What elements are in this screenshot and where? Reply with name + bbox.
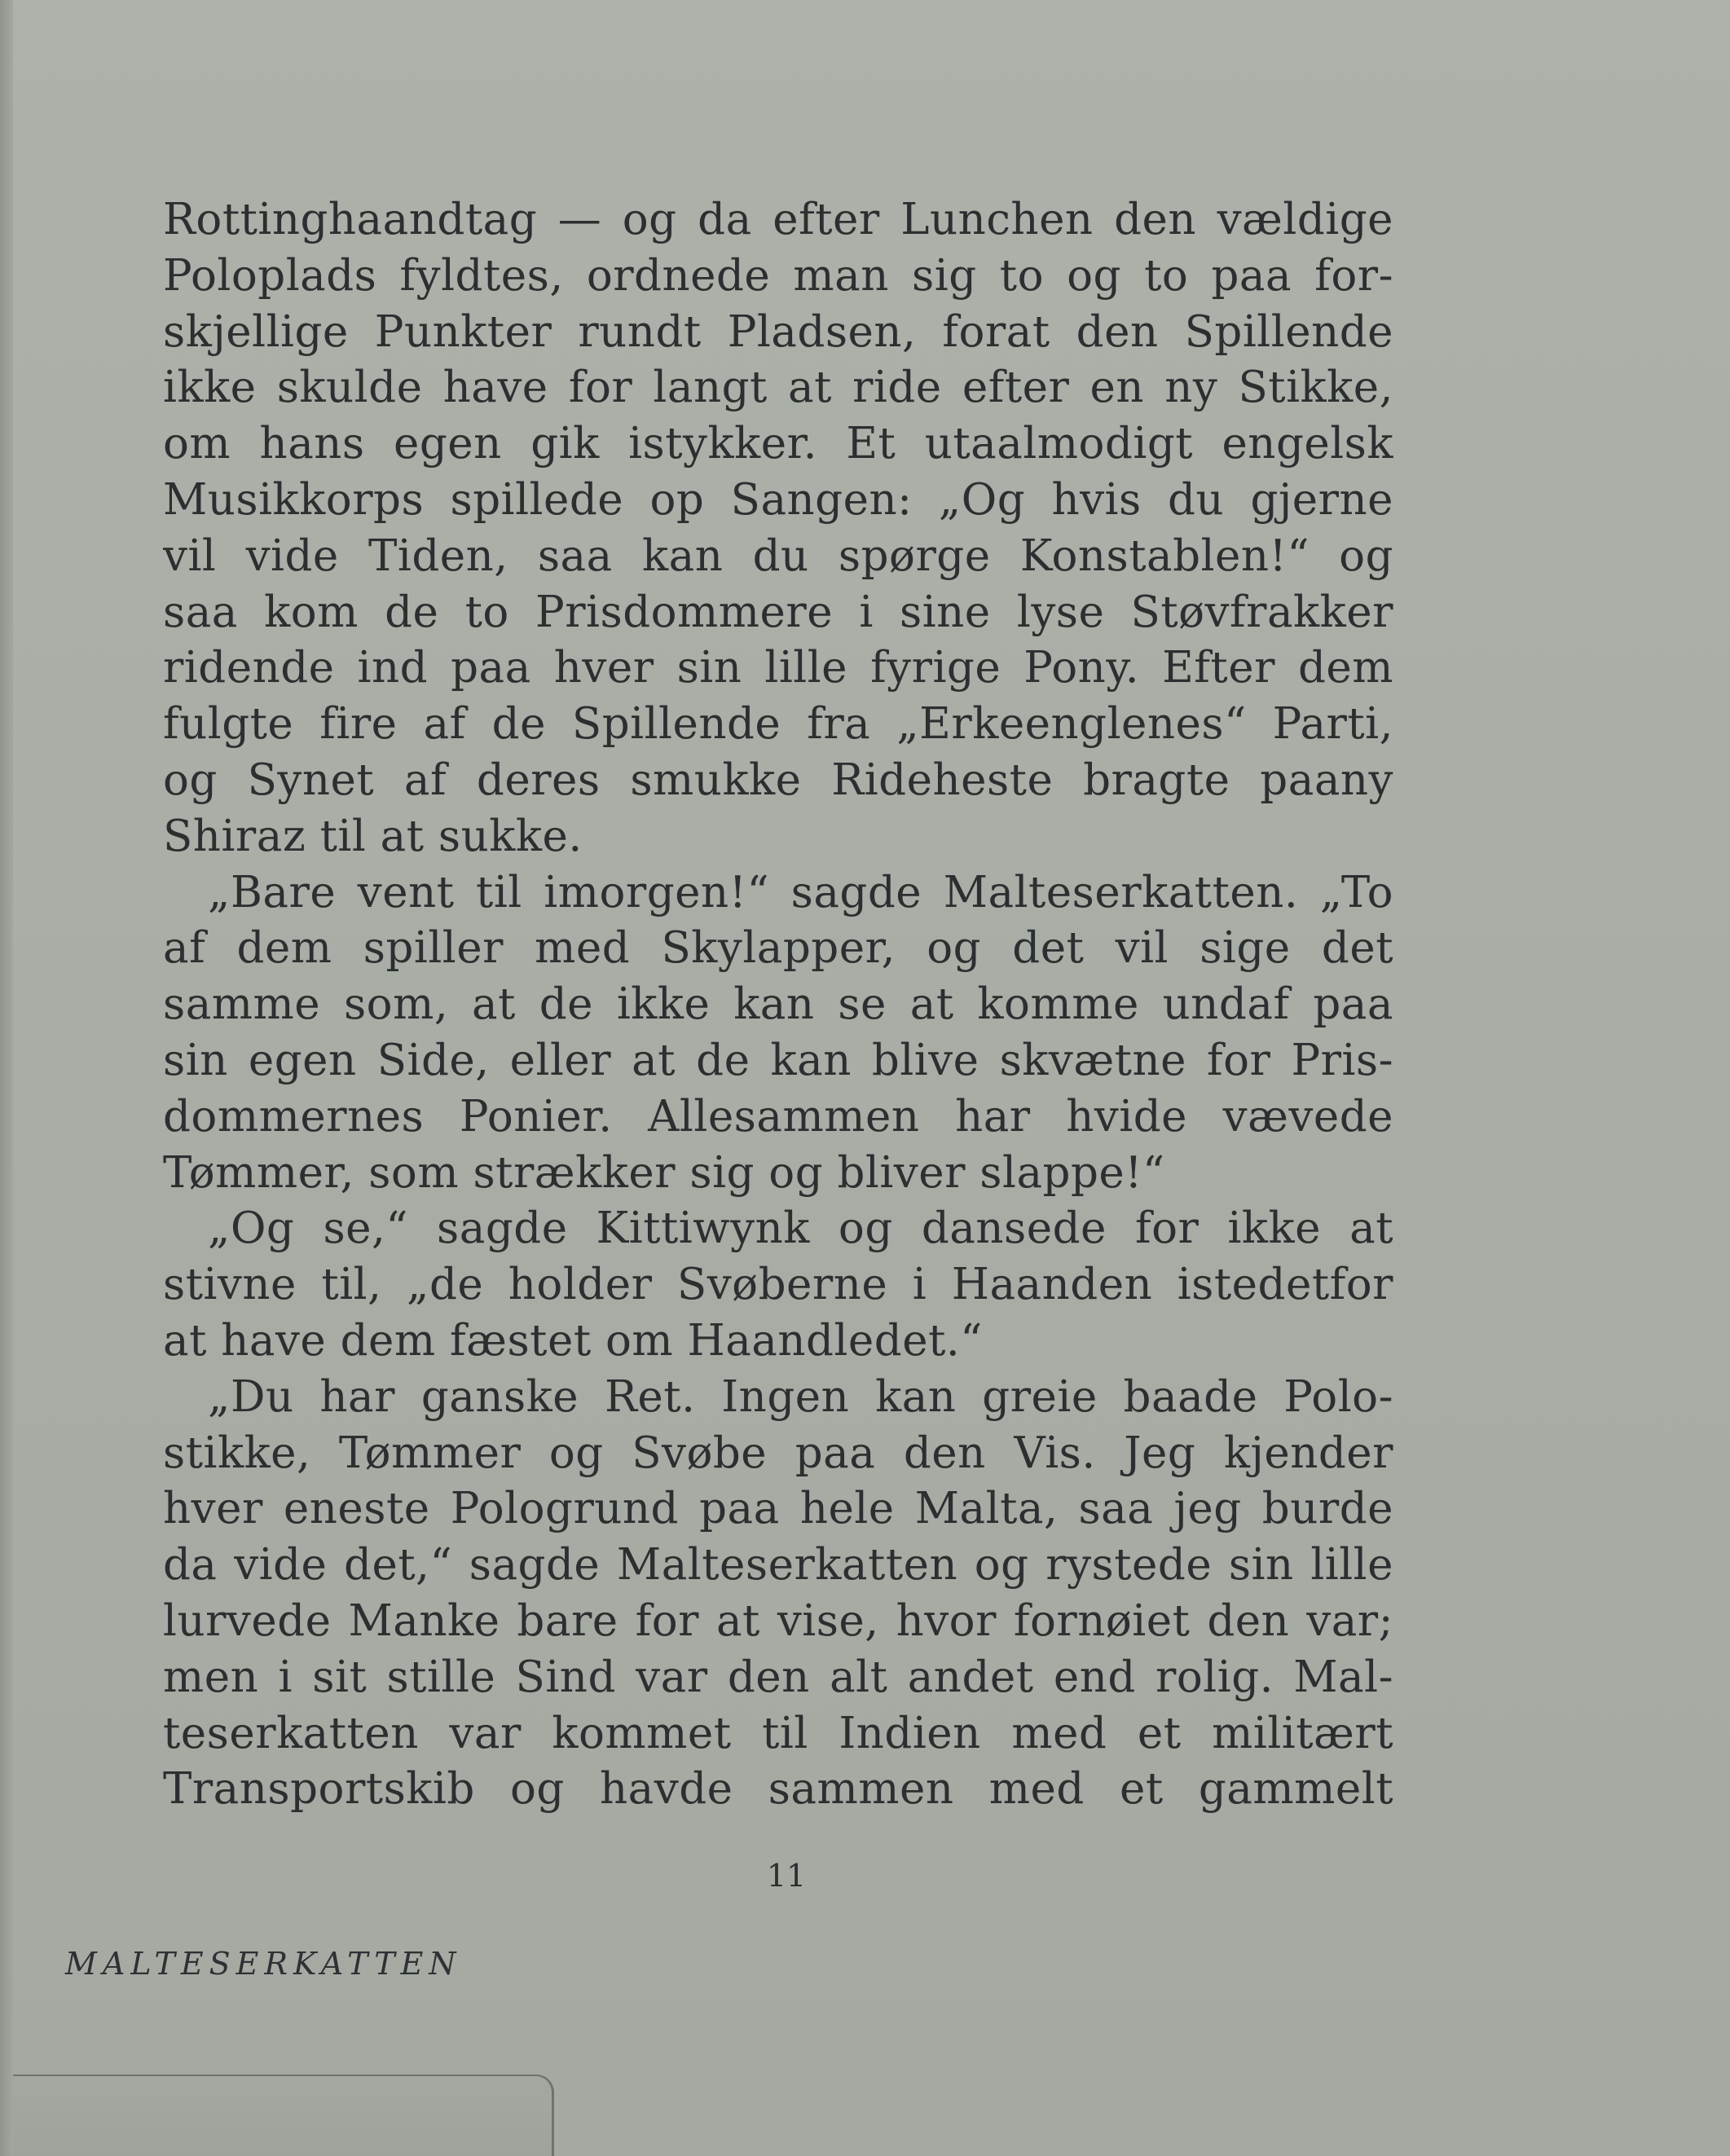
text-line-21: at have dem fæstet om Haandledet.“ [163,1315,983,1366]
text-line-10: fulgte fire af de Spillende fra „Erkeenglenes“ Parti, [163,699,1393,750]
page-binding-edge [0,0,13,2156]
page-tab-edge [13,2075,554,2156]
text-line-18: Tømmer, som strækker sig og bliver slappe!“ [163,1147,1165,1198]
text-line-3: skjellige Punkter rundt Pladsen, forat den Spillende [163,306,1393,357]
text-line-14: af dem spiller med Skylapper, og det vil sige det [163,923,1393,974]
text-line-16: sin egen Side, eller at de kan blive skvætne for Pris- [163,1035,1393,1085]
text-line-13: „Bare vent til imorgen!“ sagde Malteserkatten. „To [208,867,1393,917]
text-line-6: Musikkorps spillede op Sangen: „Og hvis du gjerne [163,474,1393,525]
text-line-29: Transportskib og havde sammen med et gammelt [163,1764,1393,1815]
text-line-27: men i sit stille Sind var den alt andet end rolig. Mal- [163,1652,1393,1702]
page-number: 11 [766,1858,807,1894]
body-text [163,192,1393,1818]
text-line-1: Rottinghaandtag — og da efter Lunchen den vældige [163,195,1393,244]
text-line-24: hver eneste Pologrund paa hele Malta, saa jeg burde [163,1484,1393,1534]
text-line-19: „Og se,“ sagde Kittiwynk og dansede for ikke at [208,1203,1393,1254]
text-line-7: vil vide Tiden, saa kan du spørge Konstablen!“ og [163,530,1393,581]
text-line-11: og Synet af deres smukke Rideheste bragte paany [163,755,1393,805]
text-line-15: samme som, at de ikke kan se at komme undaf paa [163,979,1393,1030]
text-line-9: ridende ind paa hver sin lille fyrige Pony. Efter dem [163,643,1393,693]
text-line-20: stivne til, „de holder Svøberne i Haanden istedetfor [163,1260,1393,1310]
text-line-28: teserkatten var kommet til Indien med et militært [163,1708,1393,1758]
text-line-17: dommernes Ponier. Allesammen har hvide vævede [163,1091,1393,1142]
text-line-26: lurvede Manke bare for at vise, hvor fornøiet den var; [163,1595,1393,1646]
text-line-5: om hans egen gik istykker. Et utaalmodigt engelsk [163,419,1393,469]
text-line-22: „Du har ganske Ret. Ingen kan greie baade Polo- [208,1371,1393,1422]
text-line-12: Shiraz til at sukke. [163,811,583,861]
text-line-8: saa kom de to Prisdommere i sine lyse Støvfrakker [163,587,1393,637]
text-line-2: Poloplads fyldtes, ordnede man sig to og to paa for- [163,250,1393,301]
text-line-25: da vide det,“ sagde Malteserkatten og rystede sin lille [163,1540,1393,1591]
running-title: MALTESERKATTEN [65,1946,462,1982]
text-line-23: stikke, Tømmer og Svøbe paa den Vis. Jeg kjender [163,1428,1393,1478]
text-line-4: ikke skulde have for langt at ride efter en ny Stikke, [163,363,1393,413]
